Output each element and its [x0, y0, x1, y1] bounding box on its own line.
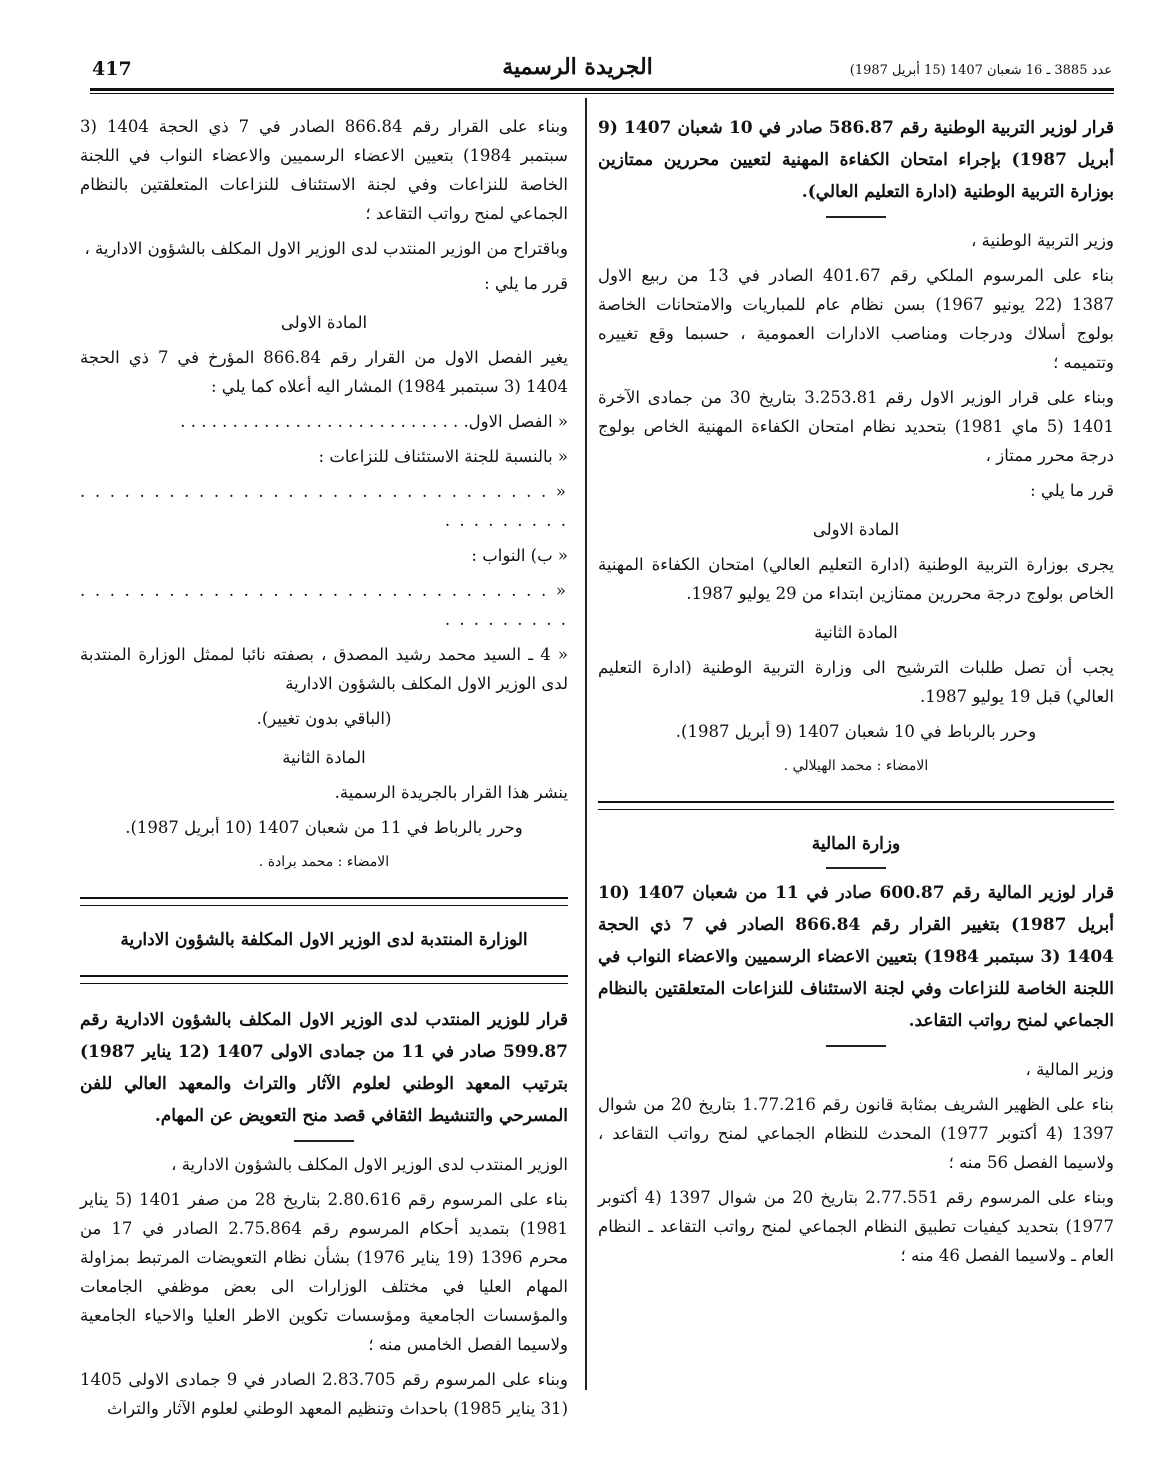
- short-rule: [826, 867, 886, 869]
- quoted-line: « ب) النواب :: [471, 546, 568, 565]
- section-separator: [80, 975, 568, 984]
- ministry-heading: وزارة المالية: [811, 834, 901, 854]
- article-text: يجرى بوزارة التربية الوطنية (ادارة التعليم العالي) امتحان الكفاءة المهنية الخاص بولوج درجة محررين ممتازين ابتداء من 29 يوليو 1987.: [598, 555, 1114, 603]
- left-column: [80, 112, 568, 1429]
- journal-title: الجريدة الرسمية: [502, 54, 653, 80]
- article-heading: المادة الاولى: [280, 313, 368, 332]
- paragraph: بناء على الظهير الشريف بمثابة قانون رقم 1.77.216 بتاريخ 20 من شوال 1397 (4 أكتوبر 1977) المحدث للنظام الجماعي لمنح رواتب التقاعد ، ولاسيما الفصل 56 منه ؛: [598, 1095, 1114, 1172]
- issue-info: عدد 3885 ـ 16 شعبان 1407 (15 أبريل 1987): [849, 63, 1112, 78]
- article-text: ينشر هذا القرار بالجريدة الرسمية.: [334, 783, 568, 802]
- short-rule: [826, 1045, 886, 1047]
- paragraph: وبناء على المرسوم رقم 2.83.705 الصادر في 9 جمادى الاولى 1405 (31 يناير 1985) باحداث وتنظيم المعهد الوطني لعلوم الآثار والتراث: [80, 1370, 568, 1418]
- decree-title: قرار لوزير التربية الوطنية رقم 586.87 صادر في 10 شعبان 1407 (9 أبريل 1987) بإجراء امتحان الكفاءة المهنية لتعيين محررين ممتازين بوزارة التربية الوطنية (ادارة التعليم العالي).: [598, 118, 1114, 202]
- decree-title: قرار للوزير المنتدب لدى الوزير الاول المكلف بالشؤون الادارية رقم 599.87 صادر في 11 من جمادى الاولى 1407 (12 يناير 1987) بترتيب المعهد الوطني لعلوم الآثار والتراث والمعهد العالي للفن المسرحي والتنشيط الثقافي قصد منح التعويض عن المهام.: [80, 1010, 569, 1126]
- short-rule: [826, 216, 886, 218]
- decides-line: قرر ما يلي :: [1030, 481, 1114, 500]
- minister-line: الوزير المنتدب لدى الوزير الاول المكلف بالشؤون الادارية ،: [171, 1155, 568, 1174]
- paragraph: بناء على المرسوم الملكي رقم 401.67 الصادر في 13 من ربيع الاول 1387 (22 يونيو 1967) بسن نظام عام للمباريات والامتحانات الخاصة بولوج أسلاك ودرجات ومناصب الادارات العمومية ، حسبما وقع تغييره وتتميمه ؛: [598, 266, 1115, 372]
- column-divider: [585, 98, 587, 1390]
- article-text: يجب أن تصل طلبات الترشيح الى وزارة التربية الوطنية (ادارة التعليم العالي) قبل 19 يوليو 1987.: [598, 658, 1114, 706]
- header-rule: [90, 88, 1114, 91]
- minister-line: وزير التربية الوطنية ،: [971, 231, 1114, 250]
- signature: الامضاء : محمد الهيلالي .: [783, 758, 929, 774]
- paragraph: بناء على المرسوم رقم 2.80.616 بتاريخ 28 من صفر 1401 (5 يناير 1981) بتمديد أحكام المرسوم رقم 2.75.864 الصادر في 17 من محرم 1396 (19 يناير 1976) بشأن نظام التعويضات المرتبط بمزاولة المهام العليا في مختلف الوزارات الى بعض موظفي الجامعات والمؤسسات الجامعية ومؤسسات تكوين الاطر العليا والاحياء الجامعية ولاسيما الفصل الخامس منه ؛: [80, 1190, 569, 1354]
- quoted-line: « . . . . . . . . . . . . . . . . . . . . . . . . . . . . . . . . . . . . . . . . .: [80, 581, 568, 629]
- quoted-line: « الفصل الاول. . . . . . . . . . . . . . . . . . . . . . . . . . . .: [180, 412, 568, 431]
- article-heading: المادة الاولى: [812, 520, 900, 539]
- done-at: وحرر بالرباط في 11 من شعبان 1407 (10 أبريل 1987).: [125, 818, 523, 837]
- decides-line: قرر ما يلي :: [484, 274, 568, 293]
- header-rule-thin: [90, 93, 1114, 94]
- quoted-line: « . . . . . . . . . . . . . . . . . . . . . . . . . . . . . . . . . . . . . . . . .: [80, 482, 568, 530]
- short-rule: [294, 1140, 354, 1142]
- article-heading: المادة الثانية: [814, 623, 898, 642]
- page-number: 417: [92, 58, 132, 80]
- done-at: وحرر بالرباط في 10 شعبان 1407 (9 أبريل 1987).: [675, 722, 1037, 741]
- paragraph: وباقتراح من الوزير المنتدب لدى الوزير الاول المكلف بالشؤون الادارية ،: [84, 239, 568, 258]
- right-column: [598, 112, 1114, 1276]
- quoted-line: (الباقي بدون تغيير).: [256, 709, 392, 728]
- article-heading: المادة الثانية: [282, 748, 366, 767]
- minister-line: وزير المالية ،: [1025, 1060, 1114, 1079]
- paragraph: وبناء على قرار الوزير الاول رقم 3.253.81 بتاريخ 30 من جمادى الآخرة 1401 (5 ماي 1981) بتحديد نظام امتحان الكفاءة المهنية الخاص بولوج درجة محرر ممتاز ،: [598, 388, 1114, 465]
- section-separator: [598, 801, 1114, 810]
- section-separator: [80, 897, 568, 906]
- paragraph: وبناء على المرسوم رقم 2.77.551 بتاريخ 20 من شوال 1397 (4 أكتوبر 1977) بتحديد كيفيات تطبيق النظام الجماعي لمنح رواتب التقاعد ـ النظام العام ـ ولاسيما الفصل 46 منه ؛: [598, 1188, 1115, 1265]
- quoted-line: « بالنسبة للجنة الاستئناف للنزاعات :: [318, 447, 568, 466]
- article-text: يغير الفصل الاول من القرار رقم 866.84 المؤرخ في 7 ذي الحجة 1404 (3 سبتمبر 1984) المشار اليه أعلاه كما يلي :: [80, 348, 568, 396]
- quoted-line: « 4 ـ السيد محمد رشيد المصدق ، بصفته نائبا لممثل الوزارة المنتدبة لدى الوزير الاول المكلف بالشؤون الادارية: [80, 645, 568, 693]
- paragraph: وبناء على القرار رقم 866.84 الصادر في 7 ذي الحجة 1404 (3 سبتمبر 1984) بتعيين الاعضاء الرسميين والاعضاء النواب في اللجنة الخاصة للنزاعات وفي لجنة الاستئناف للنزاعات المتعلقتين بالنظام الجماعي لمنح رواتب التقاعد ؛: [80, 117, 569, 223]
- signature: الامضاء : محمد برادة .: [258, 854, 390, 870]
- ministry-heading: الوزارة المنتدبة لدى الوزير الاول المكلفة بالشؤون الادارية: [120, 930, 528, 950]
- decree-title: قرار لوزير المالية رقم 600.87 صادر في 11 من شعبان 1407 (10 أبريل 1987) بتغيير القرار رقم 866.84 الصادر في 7 ذي الحجة 1404 (3 سبتمبر 1984) بتعيين الاعضاء الرسميين والاعضاء النواب في اللجنة الخاصة للنزاعات وفي لجنة الاستئناف للنزاعات المتعلقتين بالنظام الجماعي لمنح رواتب التقاعد.: [598, 883, 1115, 1031]
